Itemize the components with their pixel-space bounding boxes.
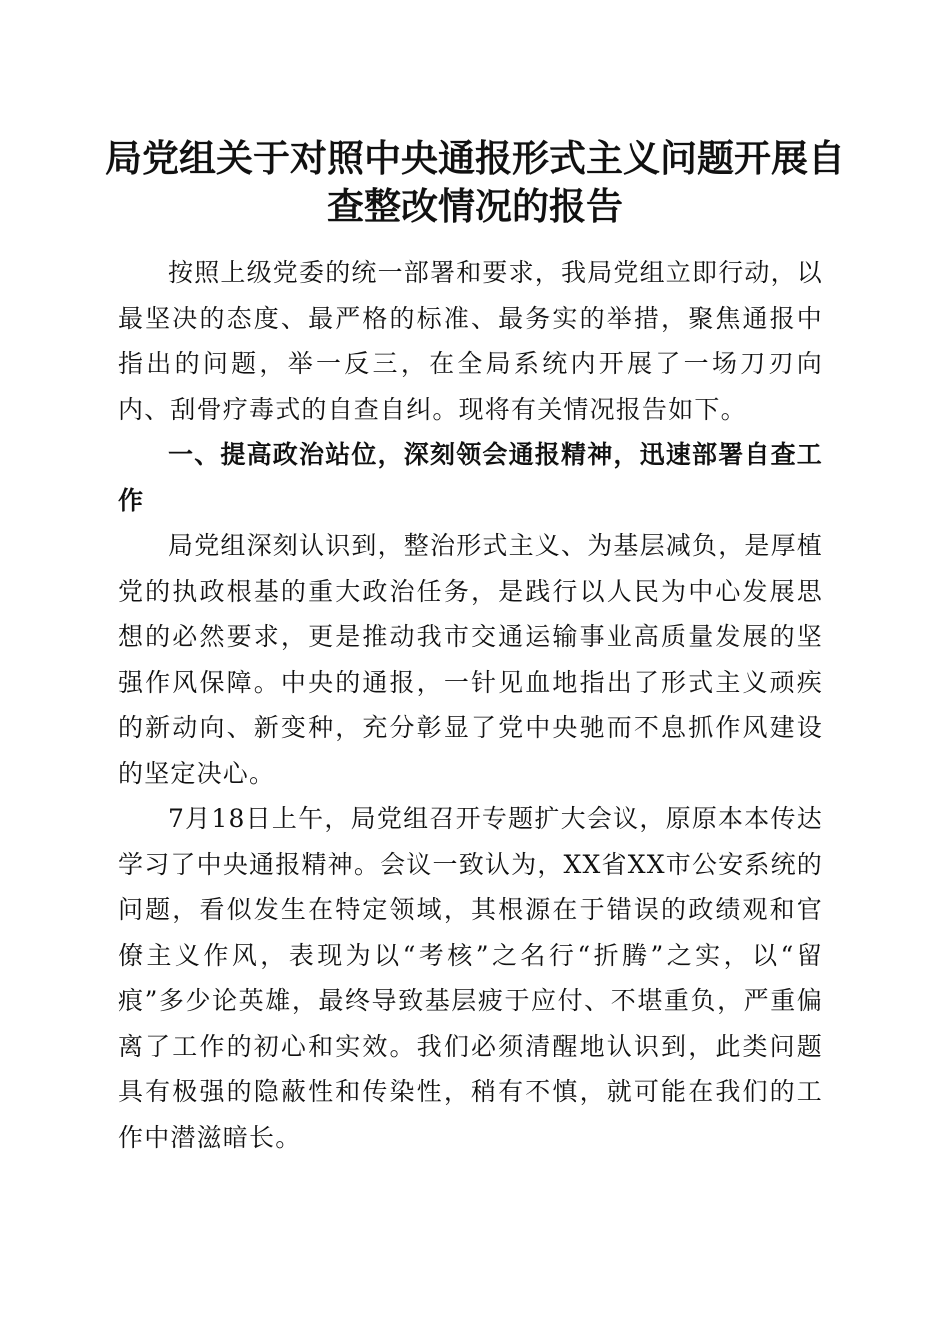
document-title: 局党组关于对照中央通报形式主义问题开展自查整改情况的报告 bbox=[105, 136, 845, 228]
section-1-paragraph-2: 7月18日上午，局党组召开专题扩大会议，原原本本传达学习了中央通报精神。会议一致认为，XX省XX市公安系统的问题，看似发生在特定领域，其根源在于错误的政绩观和官僚主义作风，表现为以“考核”之名行“折腾”之实，以“留痕”多少论英雄，最终导致基层疲于应付、不堪重负，严重偏离了工作的初心和实效。我们必须清醒地认识到，此类问题具有极强的隐蔽性和传染性，稍有不慎，就可能在我们的工作中潜滋暗长。 bbox=[118, 804, 823, 1152]
section-1-paragraph-1: 局党组深刻认识到，整治形式主义、为基层减负，是厚植党的执政根基的重大政治任务，是践行以人民为中心发展思想的必然要求，更是推动我市交通运输事业高质量发展的坚强作风保障。中央的通报，一针见血地指出了形式主义顽疾的新动向、新变种，充分彰显了党中央驰而不息抓作风建设的坚定决心。 bbox=[118, 531, 824, 788]
document-body bbox=[118, 250, 823, 1160]
section-heading-1: 一、提高政治站位，深刻领会通报精神，迅速部署自查工作 bbox=[118, 440, 824, 515]
intro-paragraph: 按照上级党委的统一部署和要求，我局党组立即行动，以最坚决的态度、最严格的标准、最务实的举措，聚焦通报中指出的问题，举一反三，在全局系统内开展了一场刀刃向内、刮骨疗毒式的自查自纠。现将有关情况报告如下。 bbox=[118, 258, 824, 424]
